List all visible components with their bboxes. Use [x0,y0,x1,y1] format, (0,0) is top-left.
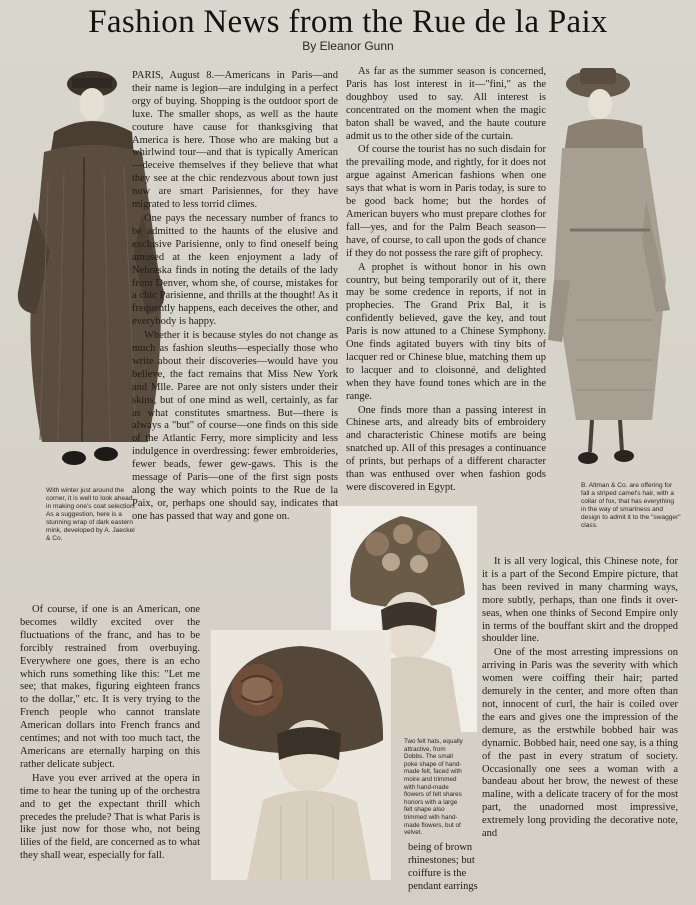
paragraph: A prophet is without honor in his own country, but being temporarily out of it, there may be some credence in reports, if not in prophecies. The Grand Prix Bal, it is confidently believed, gave the key, and tout Paris is now attuned to a Chinese Symphony. One finds agitated buyers with tiny bits of lacquer red or Chinese blue, matching them up to lacquer and to cloisonné, and delighted when they have found tones which are in the range. [346,261,546,402]
article-column-small: being of brown rhinestones; but coiffure is the pendant earrings [408,842,478,892]
paragraph: One of the most arresting impressions on arriving in Paris was the severity with which women were coiffing their hair; parted demurely in the center, and more often than not, innocent of curl, the hair is coiled over the ears and gives one the impression of the demure, as the erstwhile bobbed hair was dynamic. Bobbed hair, need one say, is a thing of the past in every stratum of society. Occasionally one sees a woman with a bandeau about her brow, the newest of these maline, with a delicate tracery of for the most part, the unadorned most impressive, extremely long providing the decorative note, and [482,647,678,840]
paragraph: Of course, if one is an American, one becomes wildly excited over the fluctuations of the franc, and has to be forcibly restrained from overbuying. Everywhere one goes, there is an echo which runs something like this: "Let me see; that makes, figuring eighteen francs to the dollar," etc. It is very trying to the French people who cannot translate American dollars into French francs and centimes; and not with too much tact, the Americans are eternally harping on this rather delicate subject. [20,604,200,770]
hats-caption: Two felt hats, equally attractive, from Dobbs. The small poke shape of hand-made felt, faced with moire and trimmed with hand-made flowers of felt shares honors with a large felt shape also trimmed with hand-made flowers, but of velvet. [404,738,463,837]
camels-hair-coat-caption: B. Altman & Co. are offering for fall a striped camel's hair, with a collar of fox, that has everything in the way of smartness and design to admit it to the "swagger" class. [581,482,681,529]
article-column-2 [346,66,546,506]
paragraph: One pays the necessary number of francs to be admitted to the haunts of the elusive and exclusive Parisienne, only to find oneself being amused at the keen enjoyment a lady of Nebraska finds in noting the details of the lady from Denver, whom she, of course, mistakes for a chic Parisienne, and thrills at the thought! As it frequently happens, each deceives the other, and everybody is happy. [132,212,338,328]
camels-hair-coat-illustration [546,60,676,478]
paragraph: Have you ever arrived at the opera in time to hear the tuning up of the orchestra and to get the expectant thrill which precedes the prelude? That is what Paris is like just now for those who, not being lilies of the field, are concerned as to what they shall wear, especially for fall. [20,772,200,862]
article-byline: By Eleanor Gunn [302,39,394,53]
hat-photo-large-velvet [211,630,391,880]
article-headline: Fashion News from the Rue de la Paix [88,4,608,40]
paragraph: Whether it is because styles do not change as much as fashion sleuths—especially those who write about their discoveries—would have you believe, the fact remains that Miss New York and Mlle. Paree are not only sisters under their skins, but of one mind as well, certainly, as far as what constitutes smartness. But—there is always a "but" of course—one finds on this side of the Atlantic Ferry, more simplicity and less indulgence in overdressing: fewer embroideries, fewer beads, fewer gew-gaws. This is the message of Paris—one of the first sign posts along the way which points to the Rue de la Paix, or, perhaps one should say, indicates that one has passed that way and gone on. [132,330,338,522]
mink-coat-caption: With winter just around the corner, it is well to look ahead in making one's coat selection. As a suggestion, here is a stunning wrap of dark eastern mink, developed by A. Jaeckel & Co. [46,487,136,542]
paragraph: PARIS, August 8.—Americans in Paris—and their name is legion—are indulging in a perfect orgy of buying. Shopping is the outdoor sport de luxe. The smaller shops, as well as the haute couture have cause for thanksgiving that America is here. Those who are making but a whirlwind tour—and that is typically American—deceive themselves if they believe that what they see at the chic rendezvous about town just now are smart Parisiennes, for they have migrated to less torrid climes. [132,70,338,211]
paragraph: As far as the summer season is concerned, Paris has lost interest in it—"fini," as the doughboy used to say. All interest is concentrated on the moment when the magic baton shall be waved, and the haute couture admit us to the other side of the curtain. [346,66,546,142]
paragraph: Of course the tourist has no such disdain for the prevailing mode, and rightly, for it does not argue against American fashions when one says that what is worn in Paris today, is sure to be good back home; but the hordes of American buyers who must prepare clothes for fall—yes, and for the Palm Beach season—have, of course, to call upon the gods of chance if they do not possess the rare gift of prophecy. [346,144,546,259]
paragraph: One finds more than a passing interest in Chinese arts, and already bits of embroidery and characteristic Chinese motifs are being snatched up. All of this presages a continuance of prints, but perhaps of a different character than was enthused over when fashion gods were discovered in Egypt. [346,404,546,493]
article-column-3 [482,556,678,882]
paragraph: It is all very logical, this Chinese note, for it is a part of the Second Empire picture, that has been revived in many charming ways, more subtly, perhaps, than one finds it over-seas, when one thinks of Second Empire only in terms of the bouffant skirt and the dropped shoulder line. [482,556,678,645]
article-column-1-upper [132,70,338,555]
article-column-1-lower [20,604,200,880]
